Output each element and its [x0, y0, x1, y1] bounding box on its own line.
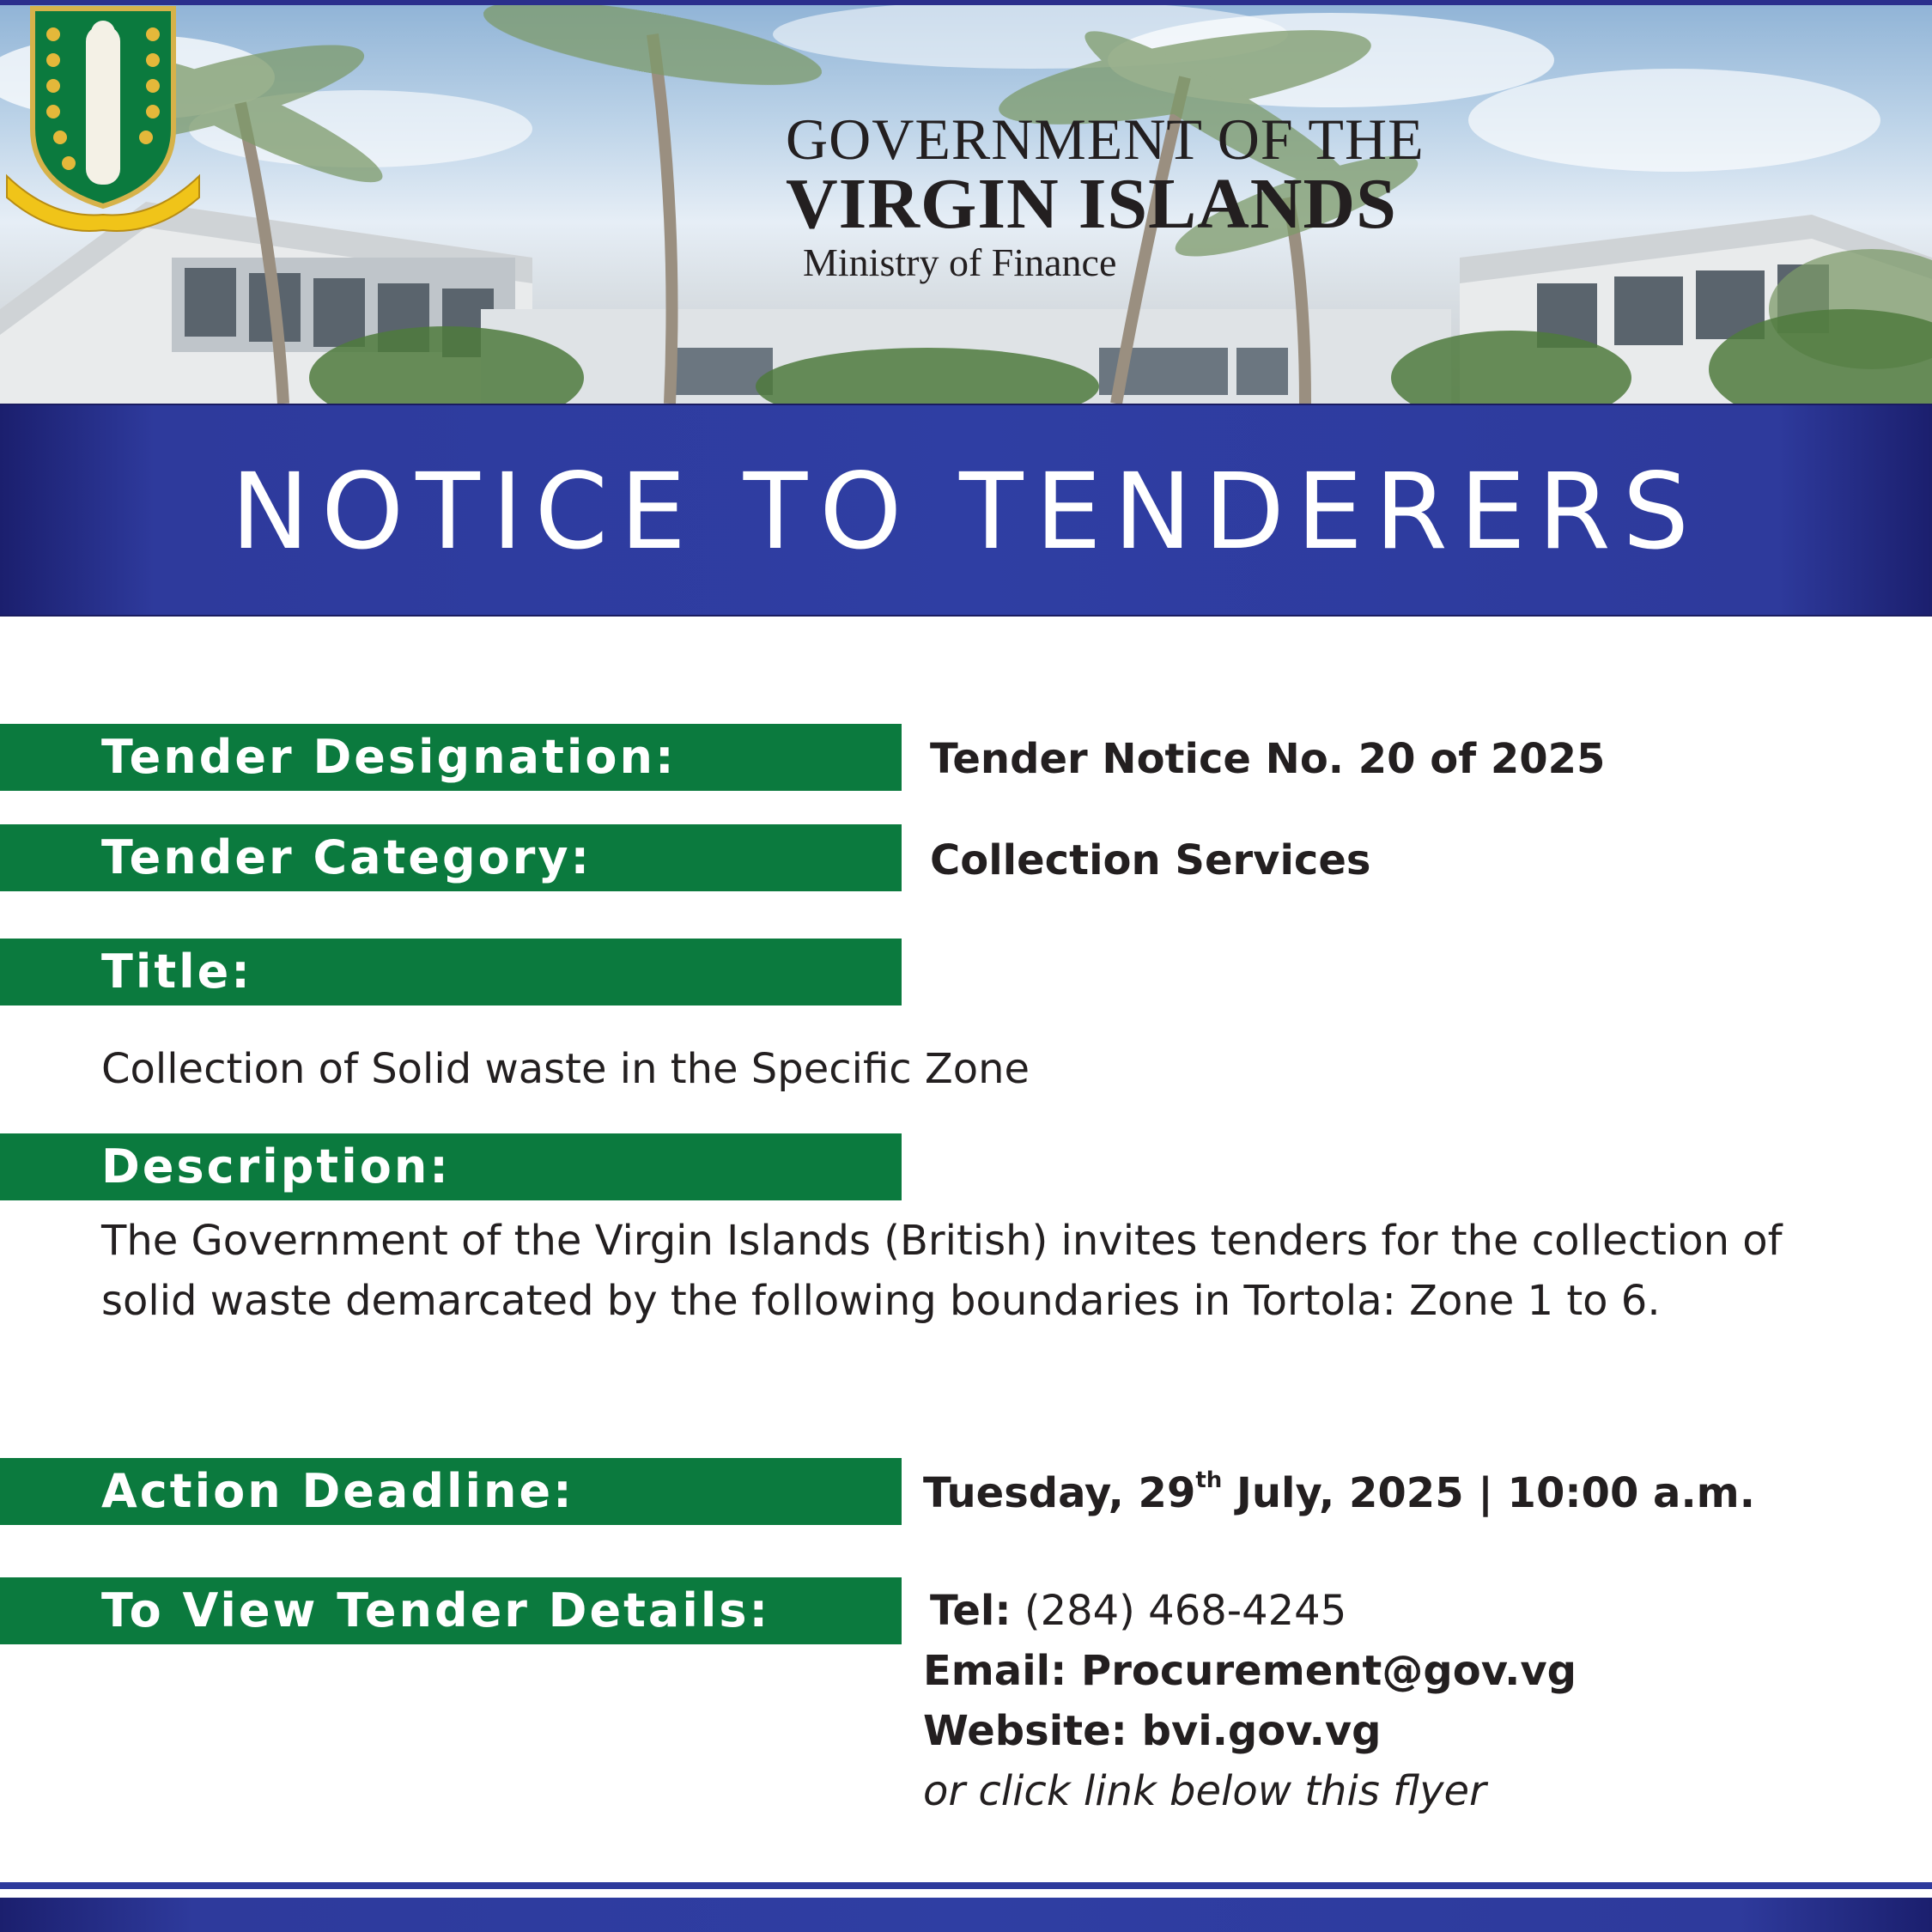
tender-category-label: Tender Category:: [0, 824, 902, 891]
ministry-name: Ministry of Finance: [803, 240, 1117, 284]
hero-top-border: [0, 0, 1932, 5]
tel-label: Tel:: [930, 1587, 1012, 1635]
action-deadline-label: Action Deadline:: [0, 1458, 902, 1525]
tender-designation-label: Tender Designation:: [0, 724, 902, 791]
coat-of-arms-icon: [0, 0, 206, 232]
contact-tel: [930, 1587, 1347, 1635]
action-deadline-value: [923, 1467, 1755, 1517]
header-photo: [0, 0, 1932, 404]
title-label: Title:: [0, 939, 902, 1005]
website-label: Website:: [923, 1707, 1127, 1755]
tender-category-value: Collection Services: [930, 836, 1371, 884]
notice-title: NOTICE TO TENDERERS: [230, 451, 1702, 573]
description-value: The Government of the Virgin Islands (British) invites tenders for the collection of solid waste demarcated by the following boundaries in Tortola: Zone 1 to 6.: [101, 1217, 1783, 1325]
email-value[interactable]: Procurement@gov.vg: [1066, 1647, 1577, 1695]
deadline-rest: July, 2025 | 10:00 a.m.: [1222, 1469, 1755, 1517]
tel-value[interactable]: (284) 468-4245: [1011, 1587, 1347, 1635]
deadline-suffix: th: [1195, 1467, 1223, 1493]
government-title-line1: GOVERNMENT OF THE: [786, 106, 1425, 172]
website-value[interactable]: bvi.gov.vg: [1127, 1707, 1382, 1755]
contact-website: [923, 1707, 1382, 1755]
footer-divider: [0, 1882, 1932, 1889]
notice-banner: [0, 404, 1932, 617]
email-label: Email:: [923, 1647, 1067, 1695]
link-note: or click link below this flyer: [923, 1767, 1486, 1815]
title-value: Collection of Solid waste in the Specific Zone: [101, 1045, 1030, 1093]
description-label: Description:: [0, 1133, 902, 1200]
government-title-line2: VIRGIN ISLANDS: [786, 164, 1397, 244]
contact-email: [923, 1647, 1577, 1695]
tender-designation-value: Tender Notice No. 20 of 2025: [930, 735, 1606, 783]
footer-bar: [0, 1898, 1932, 1932]
view-details-label: To View Tender Details:: [0, 1577, 902, 1644]
deadline-day: Tuesday, 29: [923, 1469, 1196, 1517]
